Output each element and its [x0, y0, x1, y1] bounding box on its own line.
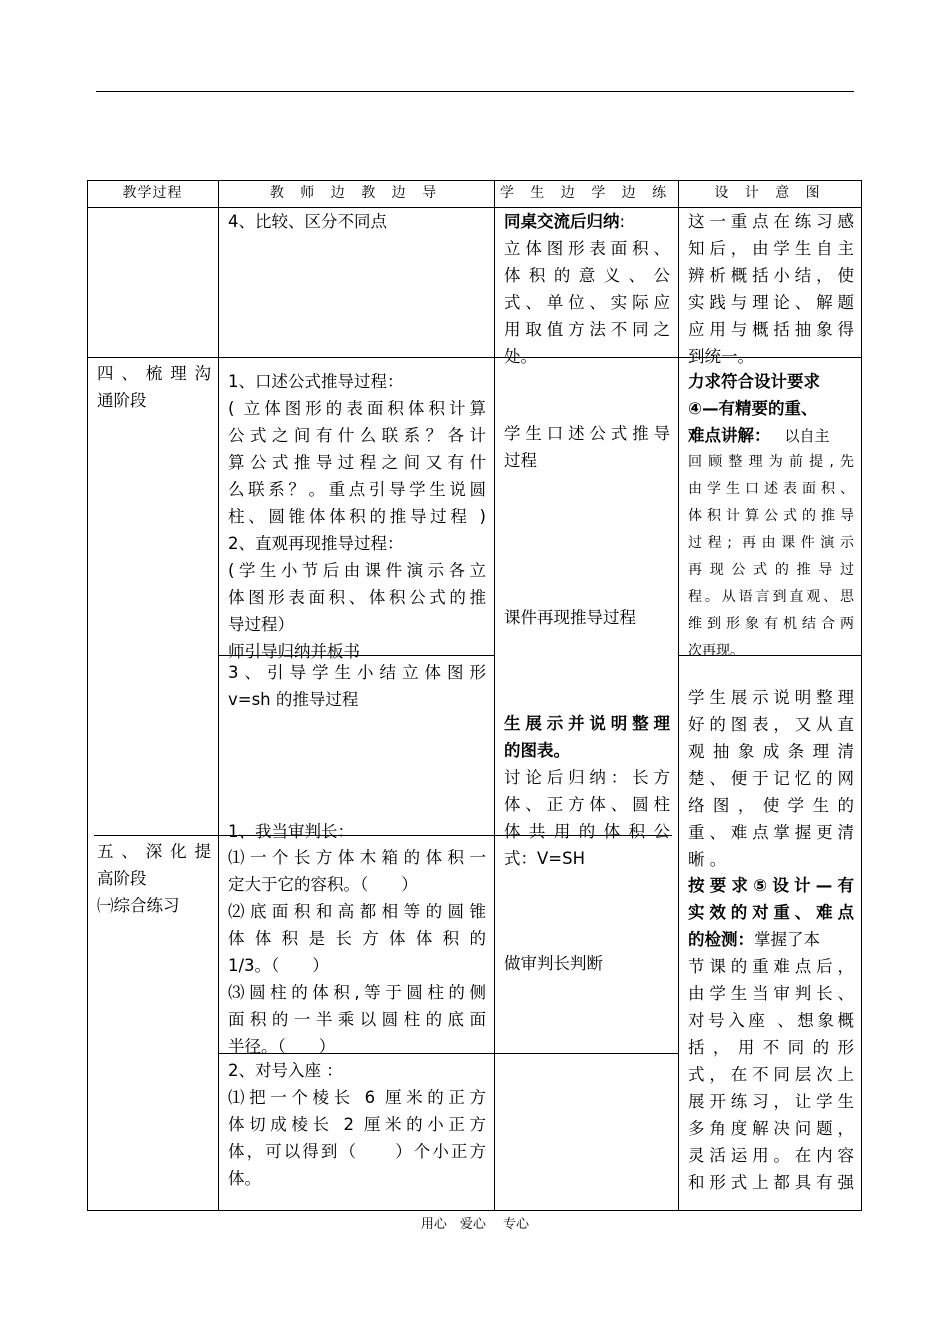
stage5-design: 按要求⑤设计—有 实效的对重、难点 的检测：掌握了本 节课的重难点后， 由学生当审判长、 对号入座 、想象概 括，用不同的形 式，在不同层次上 展开练习，让学生 多角度解决问题， 灵活运用。在内容 和形式上都具有强: [688, 876, 854, 1192]
row1-teacher: 4、比较、区分不同点: [228, 212, 387, 231]
header-teacher: 教 师 边 教 边 导: [269, 185, 443, 201]
stage4-title: 四、梳理沟 通阶段: [97, 364, 211, 410]
judge-questions: ⑴一个长方体木箱的体积一 定大于它的容积。（ ） ⑵底面积和高都相等的圆锥 体体积是长方体体积的 1/3。（ ） ⑶圆柱的体积,等于圆柱的侧 面积的一半乘以圆柱的底面 半径。（ ）: [228, 848, 486, 1056]
row1-design: 这一重点在练习感 知后，由学生自主 辨析概括小结，使 实践与理论、解题 应用与概括抽象得 到统一。: [688, 212, 854, 366]
stage5-student: 做审判长判断: [504, 954, 603, 973]
page-footer: 用心 爱心 专心: [420, 1217, 530, 1232]
row1-student: 同桌交流后归纳: 立体图形表面积、 体积的意义、公 式、单位、实际应 用取值方法不同之 处。: [504, 212, 670, 366]
header-process: 教学过程: [122, 185, 183, 201]
stage5-title: 五、深化提 高阶段 ㈠综合练习: [97, 842, 211, 915]
stage4-design-body: 回顾整理为前提,先 由学生口述表面积、 体积计算公式的推导 过程; 再由课件演示 再现公式的推导过 程。从语言到直观、思 维到形象有机结合两 次再现。: [688, 454, 854, 659]
col-divider-3: [678, 180, 679, 1211]
stage4-student-2: 课件再现推导过程: [504, 608, 636, 627]
row1-student-title: 同桌交流后归纳: [504, 212, 620, 231]
col-divider-2: [494, 180, 495, 1211]
stage4-student-1: 学生口述公式推导 过程: [504, 424, 670, 470]
judge-title: 1、我当审判长：: [228, 822, 354, 841]
col-divider-1: [218, 180, 219, 1211]
row3-design: 学生展示说明整理 好的图表，又从直 观抽象成条理清 楚、便于记忆的网 络图，使学生的 重、难点掌握更清 晰 。: [688, 688, 854, 869]
match-section: 2、对号入座 ： ⑴把一个棱长 6 厘米的正方 体切成棱长 2 厘米的小正方 体，可以得到（ ）个小正方 体。: [228, 1061, 486, 1188]
row3-student: 生展示并说明整理 的图表。 讨论后归纳：长方 体、正方体、圆柱 体共用的体积公 式：V=SH: [504, 714, 670, 868]
stage4-design: 力求符合设计要求 ④—有精要的重、 难点讲解： 以自主: [688, 372, 830, 445]
row3-teacher: 3、引导学生小结立体图形 v=sh 的推导过程: [228, 663, 486, 709]
stage4-teacher: 1、口述公式推导过程： ( 立体图形的表面积体积计算 公式之间有什么联系？各计 算公式推导过程之间又有什 么联系？。重点引导学生说圆 柱、圆锥体体积的推导过程 ) 2、直观再现推导过程： (学生小节后由课件演示各立 体图形表面积、体积公式的推 导过程） 师引导归纳并板书: [228, 372, 486, 661]
header-rule: [96, 91, 854, 92]
header-design: 设 计 意 图: [714, 185, 826, 201]
row1-student-colon: :: [619, 212, 626, 231]
header-student: 学 生 边 学 边 练: [499, 185, 673, 201]
